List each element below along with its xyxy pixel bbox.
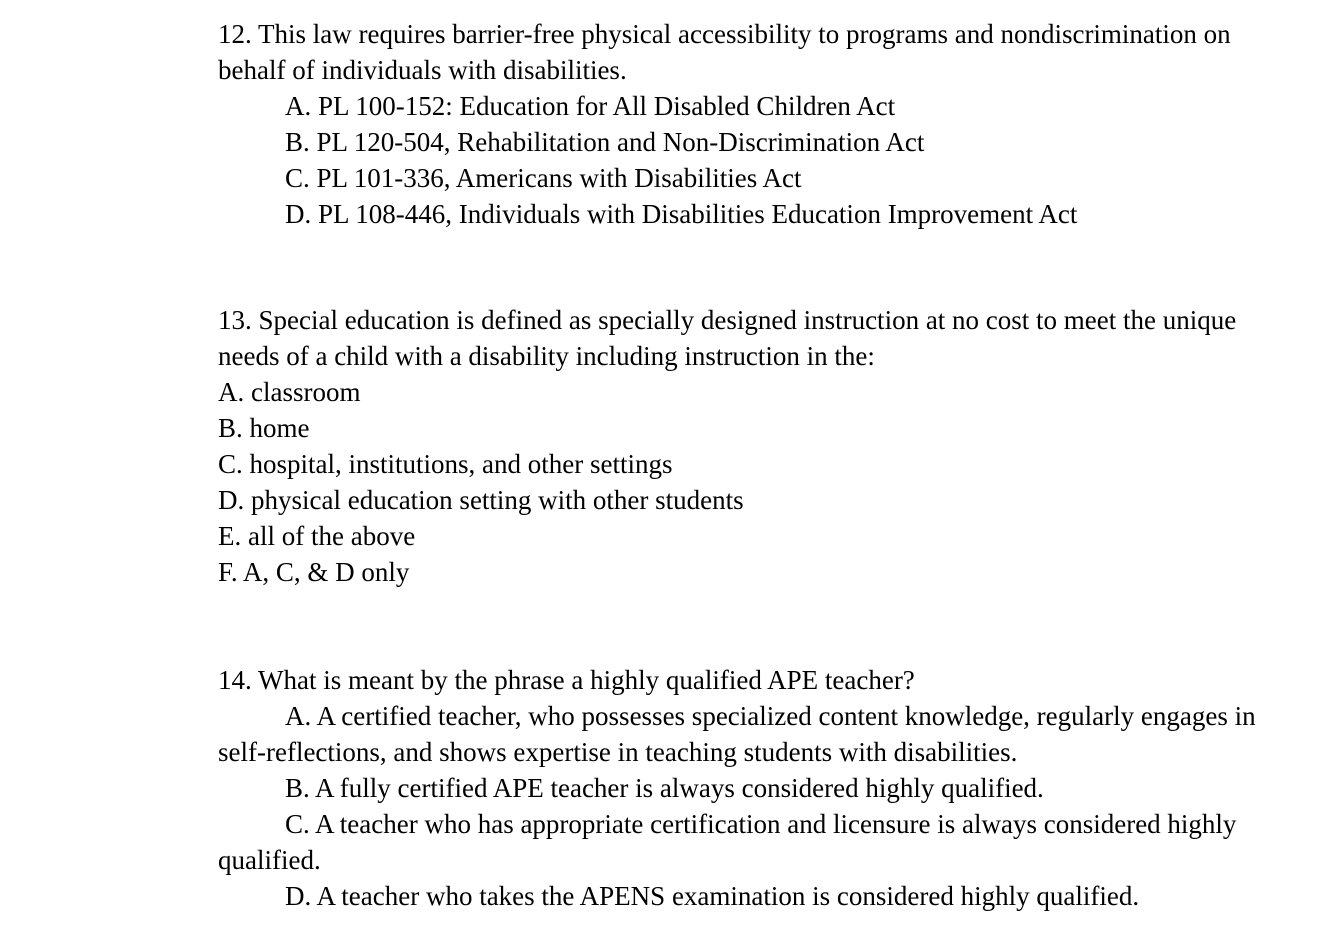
answer-option-c: C. hospital, institutions, and other settings	[218, 449, 673, 479]
answer-option-c: C. A teacher who has appropriate certification and licensure is always considered highly qualified.	[218, 809, 1237, 875]
answer-option-e: E. all of the above	[218, 521, 416, 551]
question-13	[218, 302, 1278, 590]
answer-option-a: A. A certified teacher, who possesses specialized content knowledge, regularly engages in self-reflections, and shows expertise in teaching students with disabilities.	[218, 701, 1256, 767]
question-14	[218, 662, 1278, 914]
answer-option-d: D. A teacher who takes the APENS examination is considered highly qualified.	[285, 881, 1140, 911]
question-12	[218, 16, 1278, 232]
document-page	[218, 16, 1278, 914]
answer-option-c: C. PL 101-336, Americans with Disabilities Act	[285, 163, 802, 193]
answer-option-b: B. PL 120-504, Rehabilitation and Non-Discrimination Act	[285, 127, 925, 157]
answer-option-d: D. PL 108-446, Individuals with Disabilities Education Improvement Act	[285, 199, 1078, 229]
answer-option-b: B. home	[218, 413, 310, 443]
answer-option-f: F. A, C, & D only	[218, 557, 410, 587]
answer-option-b: B. A fully certified APE teacher is always considered highly qualified.	[285, 773, 1044, 803]
answer-option-d: D. physical education setting with other students	[218, 485, 744, 515]
answer-option-a: A. classroom	[218, 377, 361, 407]
question-stem: 12. This law requires barrier-free physical accessibility to programs and nondiscrimination on behalf of individuals with disabilities.	[218, 19, 1231, 85]
question-stem: 14. What is meant by the phrase a highly qualified APE teacher?	[218, 665, 915, 695]
answer-option-a: A. PL 100-152: Education for All Disabled Children Act	[285, 91, 896, 121]
question-stem: 13. Special education is defined as specially designed instruction at no cost to meet the unique needs of a child with a disability including instruction in the:	[218, 305, 1237, 371]
